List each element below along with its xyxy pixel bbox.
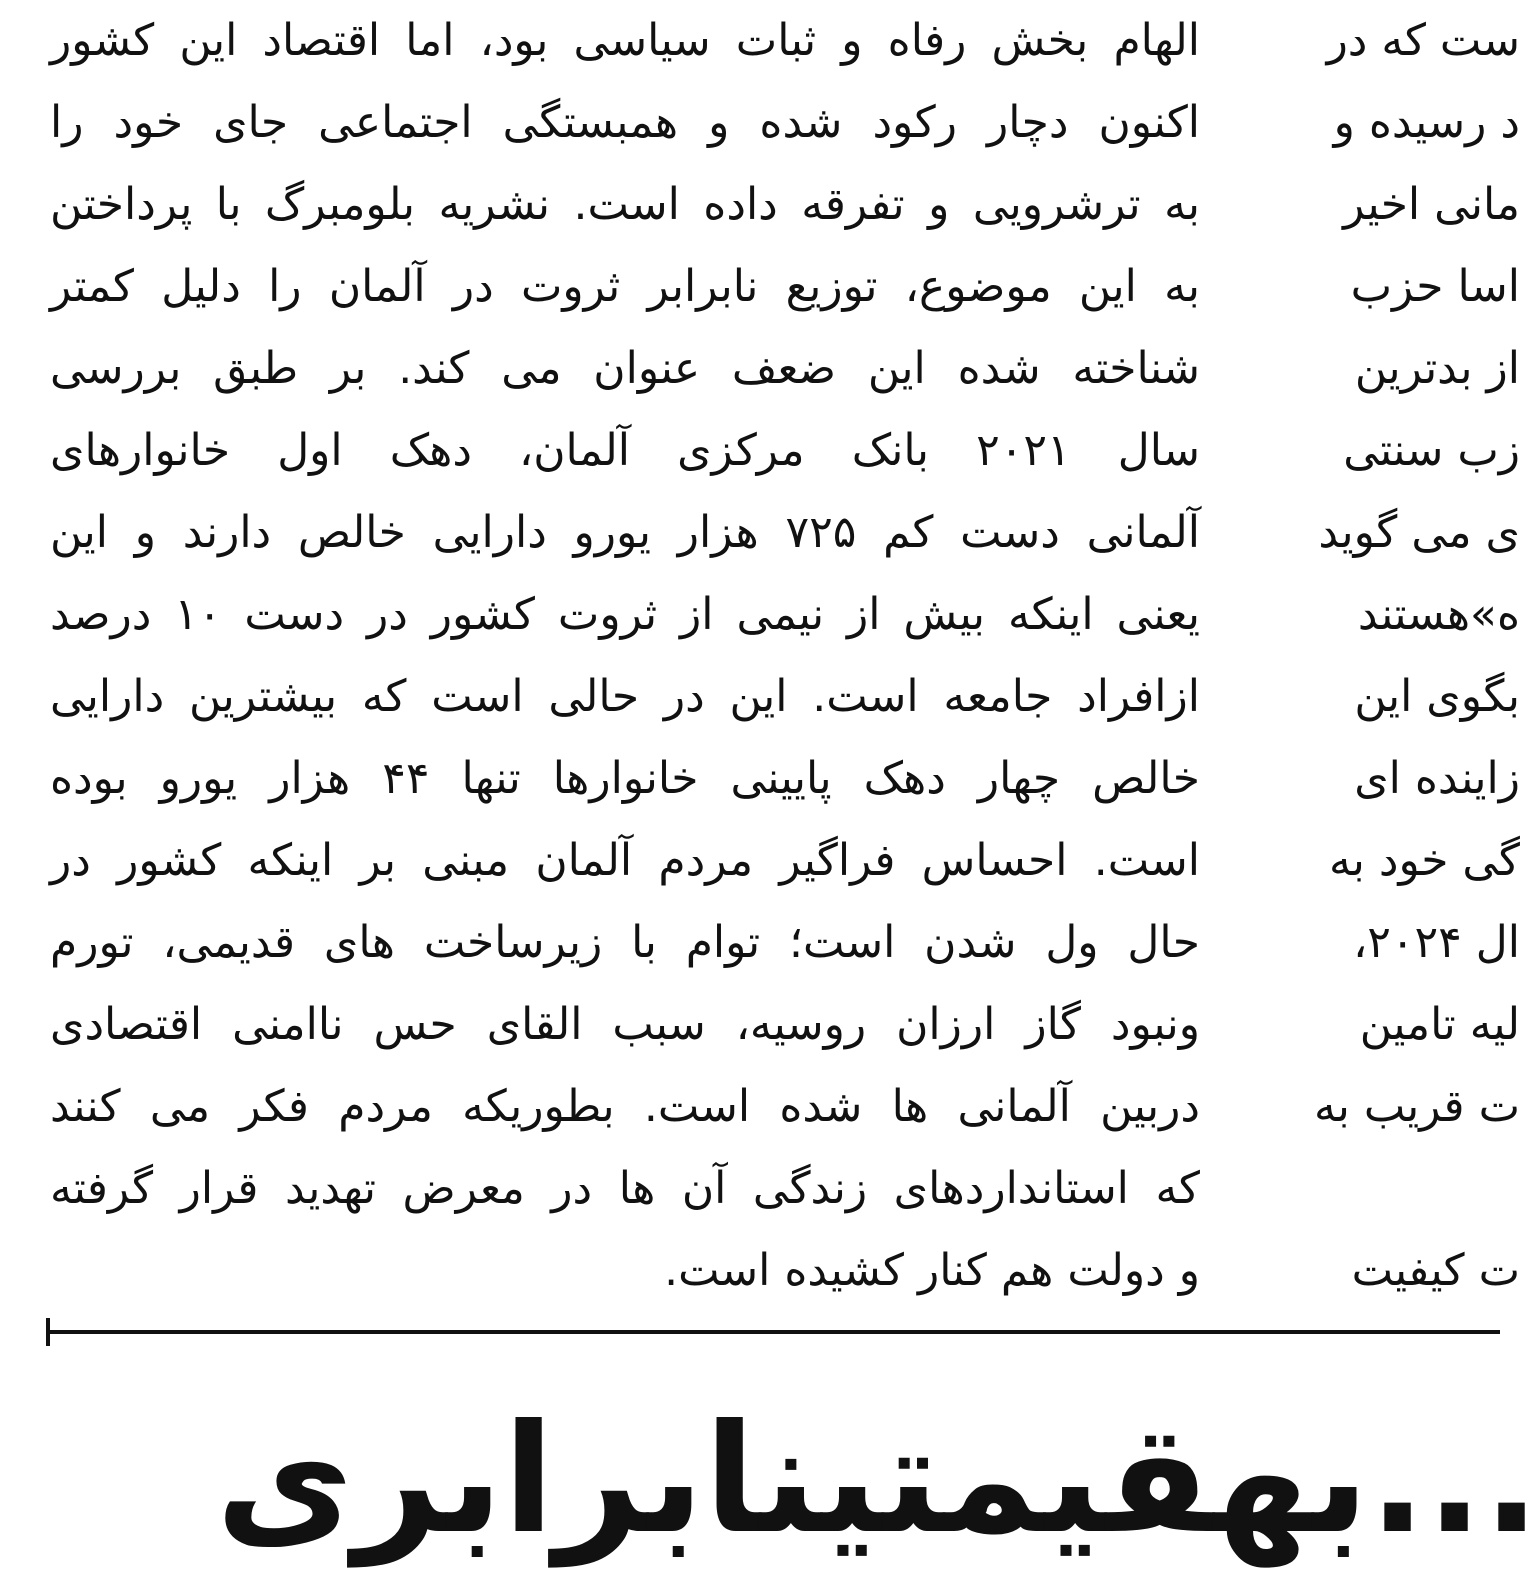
article-line: اکنون دچار رکود شده و همبستگی اجتماعی جای خود را (50, 97, 1200, 148)
side-column (1300, 0, 1520, 1300)
article-line: سال ۲۰۲۱ بانک مرکزی آلمان، دهک اول خانوارهای (50, 425, 1201, 476)
side-column-line: ست که در (1326, 15, 1520, 66)
article-line: دربین آلمانی ها شده است. بطوریکه مردم فکر می کنند (50, 1081, 1200, 1132)
article-line: ونبود گاز ارزان روسیه، سبب القای حس ناامنی اقتصادی (50, 999, 1200, 1050)
article-line: خالص چهار دهک پایینی خانوارها تنها ۴۴ هزار یورو بوده (50, 753, 1200, 804)
section-divider (48, 1330, 1500, 1334)
side-column-line: اسا حزب (1350, 261, 1520, 312)
side-column-line: ت کیفیت (1351, 1245, 1520, 1296)
side-column-line: زاینده ای (1354, 753, 1520, 804)
side-column-line: از بدترین (1354, 343, 1520, 394)
side-column-line: لیه تامین (1359, 999, 1520, 1050)
side-column-line: ال ۲۰۲۴، (1353, 917, 1520, 968)
side-column-line: مانی اخیر (1343, 179, 1520, 230)
article-line: که استانداردهای زندگی آن ها در معرض تهدید قرار گرفته (50, 1163, 1200, 1214)
side-column-line: ی می گوید (1318, 507, 1520, 558)
article-line: و دولت هم کنار کشیده است. (664, 1245, 1200, 1296)
article-line: آلمانی دست کم ۷۲۵ هزار یورو دارایی خالص دارند و این (50, 507, 1201, 558)
headline: ...بهقیمتینابرابری (215, 1393, 1540, 1567)
article-line: به ترشرویی و تفرقه داده است. نشریه بلومبرگ با پرداختن (50, 179, 1200, 230)
article-line: ازافراد جامعه است. این در حالی است که بیشترین دارایی (50, 671, 1200, 722)
side-column-line: گی خود به (1329, 835, 1520, 886)
article-line: یعنی اینکه بیش از نیمی از ثروت کشور در دست ۱۰ درصد (50, 589, 1200, 640)
side-column-line (920, 1148, 1520, 1230)
side-column-line: ه»هستند (1357, 589, 1520, 640)
article-line: حال ول شدن است؛ توام با زیرساخت های قدیمی، تورم (50, 917, 1200, 968)
article-line: الهام بخش رفاه و ثبات سیاسی بود، اما اقتصاد این کشور (50, 15, 1200, 66)
side-column-line: بگوی این (1354, 671, 1520, 722)
article-line: است. احساس فراگیر مردم آلمان مبنی بر اینکه کشور در (50, 835, 1200, 886)
headline-area (0, 1370, 1540, 1567)
side-column-line: زب سنتی (1343, 425, 1520, 476)
side-column-line: د رسیده و (1333, 97, 1520, 148)
side-column-line: ت قریب به (1314, 1081, 1520, 1132)
article-line: شناخته شده این ضعف عنوان می کند. بر طبق بررسی (50, 343, 1200, 394)
article-line: به این موضوع، توزیع نابرابر ثروت در آلمان را دلیل کمتر (50, 261, 1200, 312)
